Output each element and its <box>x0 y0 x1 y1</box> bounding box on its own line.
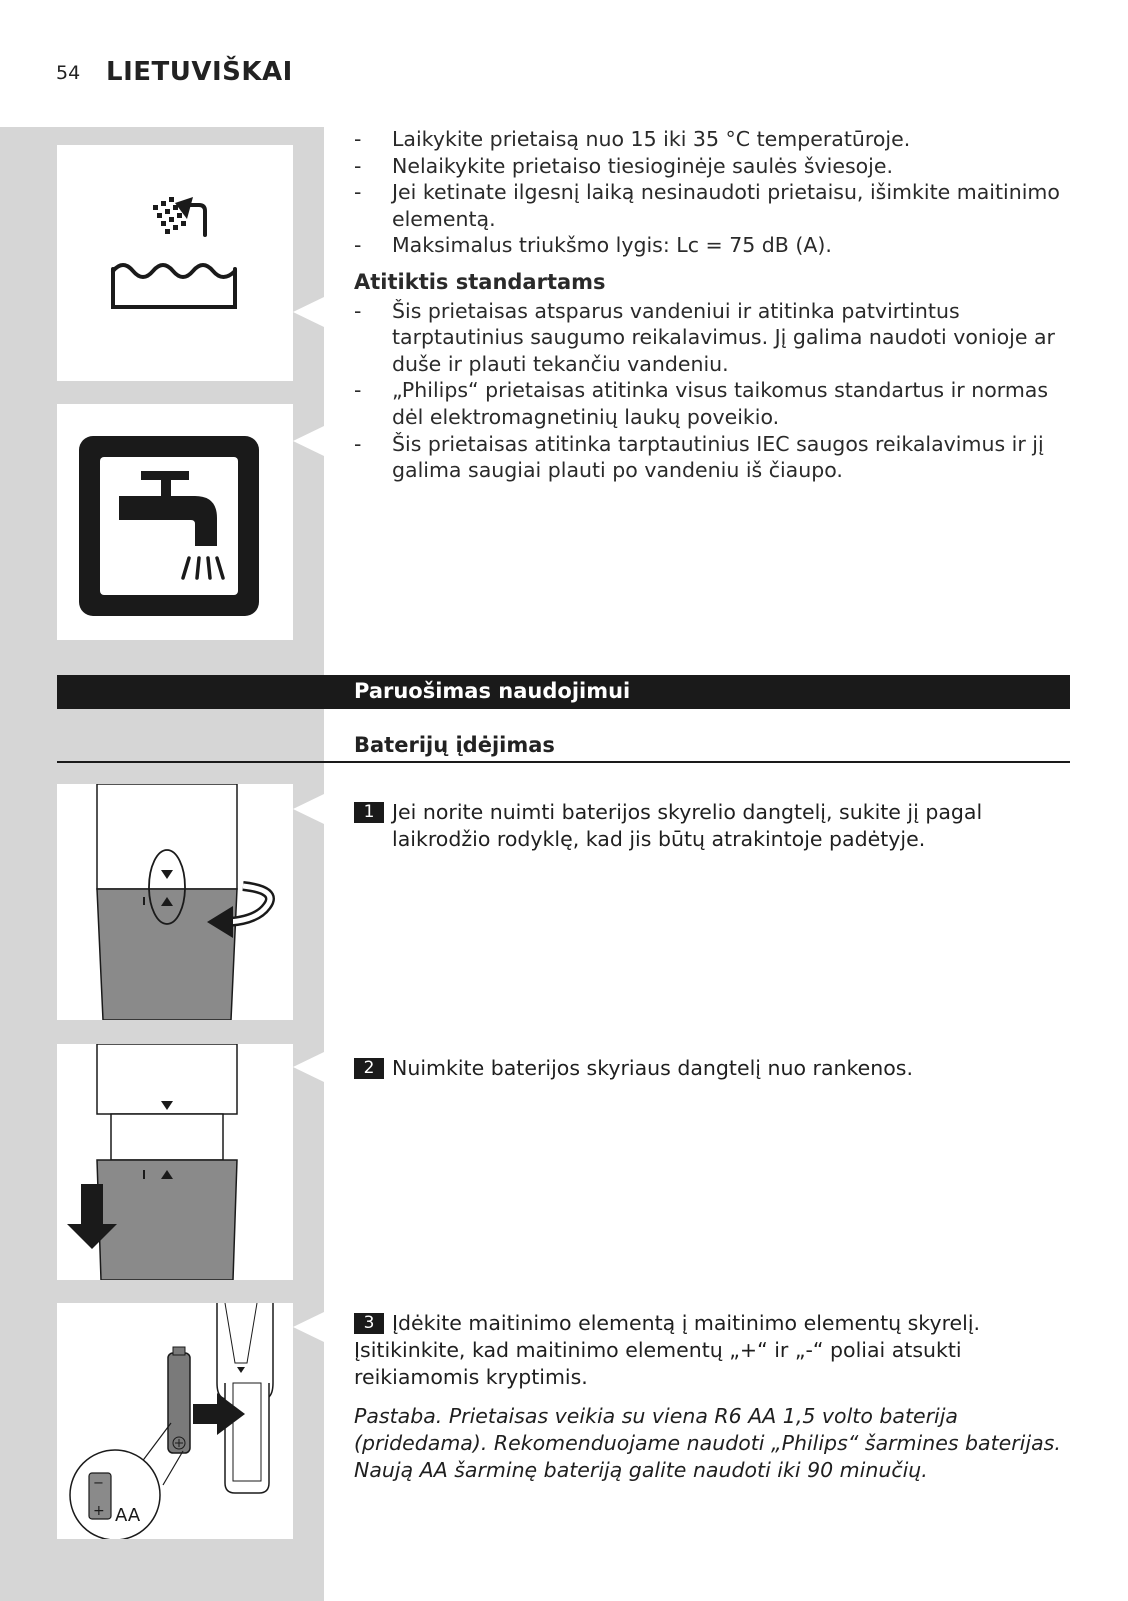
subsection-title: Baterijų įdėjimas <box>354 733 555 757</box>
note-text: Pastaba. Prietaisas veikia su viena R6 AA 1,5 volto baterija (pridedama). Rekomenduojame naudoti „Philips“ šarmines baterijas. Naują AA šarminę bateriją galite naudoti iki 90 minučių. <box>354 1404 1061 1482</box>
bath-shower-panel <box>57 145 293 381</box>
step-3 <box>354 1310 1074 1484</box>
step-1 <box>354 799 1074 853</box>
step-row <box>354 799 1074 853</box>
step-text: Įdėkite maitinimo elementą į maitinimo elementų skyrelį. <box>392 1311 981 1335</box>
panel-pointer <box>293 1312 324 1342</box>
step-text: Nuimkite baterijos skyriaus dangtelį nuo rankenos. <box>392 1056 913 1080</box>
step-text: Jei norite nuimti baterijos skyrelio dangtelį, sukite jį pagal laikrodžio rodyklę, kad jis būtų atrakintoje padėtyje. <box>392 800 983 851</box>
list-item: - Laikykite prietaisą nuo 15 iki 35 °C temperatūroje. <box>354 126 1074 153</box>
tap-panel <box>57 404 293 640</box>
step-number: 1 <box>354 802 384 823</box>
panel-pointer <box>293 794 324 824</box>
remove-cap-illustration <box>57 1044 293 1280</box>
language-title: LIETUVIŠKAI <box>106 57 293 87</box>
intro-text-block <box>354 126 1074 484</box>
battery-label: AA <box>115 1505 141 1526</box>
panel-pointer <box>293 297 324 327</box>
divider <box>57 761 1070 763</box>
rotate-cap-panel <box>57 784 293 1020</box>
storage-list <box>354 126 1074 259</box>
step-extra-text: Įsitikinkite, kad maitinimo elementų „+“ ir „-“ poliai atsukti reikiamomis kryptimis. <box>354 1338 962 1389</box>
list-item: - Šis prietaisas atsparus vandeniui ir atitinka patvirtintus tarptautinius saugumo reikalavimus. Jį galima naudoti vonioje ar duše ir plauti tekančiu vandeniu. <box>354 298 1074 378</box>
step-2 <box>354 1055 1074 1082</box>
page-number: 54 <box>56 62 81 84</box>
section-title: Paruošimas naudojimui <box>354 679 631 703</box>
step-number: 2 <box>354 1058 384 1079</box>
bath-shower-icon <box>57 145 293 381</box>
minus-sign: − <box>93 1476 104 1491</box>
rotate-cap-illustration <box>57 784 293 1020</box>
step-row <box>354 1310 1074 1337</box>
list-item: - Maksimalus triukšmo lygis: Lc = 75 dB (A). <box>354 232 1074 259</box>
step-row <box>354 1055 1074 1082</box>
list-item: - Nelaikykite prietaiso tiesioginėje saulės šviesoje. <box>354 153 1074 180</box>
tap-water-icon <box>57 404 293 640</box>
insert-battery-panel <box>57 1303 293 1539</box>
panel-pointer <box>293 1052 324 1082</box>
standards-list <box>354 298 1074 484</box>
plus-sign: + <box>93 1503 105 1519</box>
panel-pointer <box>293 426 324 456</box>
insert-battery-illustration <box>57 1303 293 1539</box>
standards-heading: Atitiktis standartams <box>354 269 606 294</box>
remove-cap-panel <box>57 1044 293 1280</box>
step-number: 3 <box>354 1313 384 1334</box>
section-header <box>57 675 1070 709</box>
list-item: - „Philips“ prietaisas atitinka visus taikomus standartus ir normas dėl elektromagnetinių laukų poveikio. <box>354 377 1074 430</box>
list-item: - Šis prietaisas atitinka tarptautinius IEC saugos reikalavimus ir jį galima saugiai plauti po vandeniu iš čiaupo. <box>354 431 1074 484</box>
list-item: - Jei ketinate ilgesnį laiką nesinaudoti prietaisu, išimkite maitinimo elementą. <box>354 179 1074 232</box>
